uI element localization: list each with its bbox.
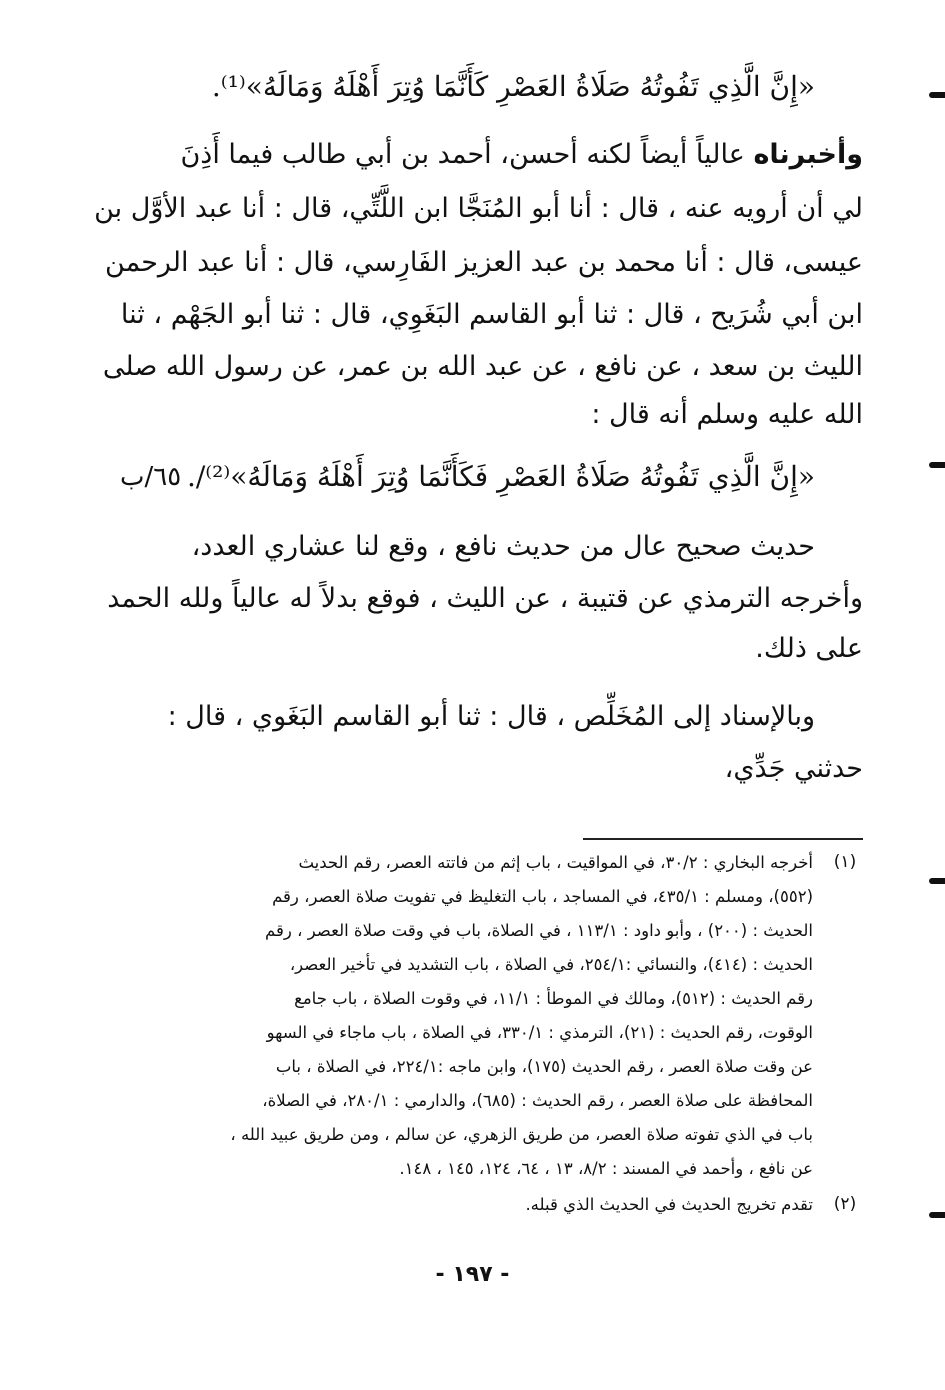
- paragraph-1-lead-word: وأخبرناه: [753, 139, 863, 170]
- footnote-1-line: (٥٥٢)، ومسلم : ٤٣٥/١، في المساجد ، باب التغليظ في تفويت صلاة العصر، رقم: [272, 887, 813, 906]
- footnote-1-line: باب في الذي تفوته صلاة العصر، من طريق الزهري، عن سالم ، ومن طريق عبيد الله ،: [230, 1125, 813, 1144]
- footnote-1-line: الحديث : (٢٠٠) ، وأبو داود : ١١٣/١ ، في الصلاة، باب في وقت صلاة العصر ، رقم: [265, 921, 813, 940]
- footnote-1-number: (١): [833, 852, 857, 872]
- paragraph-2-line-3: على ذلك.: [755, 633, 863, 664]
- paragraph-1-line-1: [103, 138, 863, 172]
- footnote-1-line: الوقوت، رقم الحديث : (٢١)، الترمذي : ٣٣٠/١، في الصلاة ، باب ماجاء في السهو: [266, 1023, 813, 1042]
- footnote-separator: [583, 838, 863, 840]
- paragraph-1-line-4: ابن أبي شُرَيح ، قال : ثنا أبو القاسم البَغَوِي، قال : ثنا أبو الجَهْم ، ثنا: [120, 299, 863, 330]
- paragraph-2-line-2: وأخرجه الترمذي عن قتيبة ، عن الليث ، فوقع بدلاً له عالياً ولله الحمد: [107, 583, 863, 614]
- hadith-text-2: «إِنَّ الَّذِي تَفُوتُهُ صَلَاةُ العَصْرِ فَكَأَنَّمَا وُتِرَ أَهْلَهُ وَمَالَهُ»⁽²⁾/.: [186, 460, 815, 493]
- footnote-1-line: الحديث : (٤١٤)، والنسائي :٢٥٤/١، في الصلاة ، باب التشديد في تأخير العصر،: [289, 955, 813, 974]
- scan-edge-mark: [929, 1212, 945, 1218]
- footnote-1-line: عن نافع ، وأحمد في المسند : ٨/٢، ١٣ ، ٦٤، ١٢٤، ١٤٥ ، ١٤٨.: [399, 1159, 813, 1178]
- scan-edge-mark: [929, 92, 945, 98]
- paragraph-1-line-2: لي أن أرويه عنه ، قال : أنا أبو المُنَجَّا ابن اللَّتِّي، قال : أنا عبد الأوَّل بن: [94, 193, 863, 224]
- footnote-2-text: تقدم تخريج الحديث في الحديث الذي قبله.: [525, 1195, 813, 1214]
- footnote-1-line: المحافظة على صلاة العصر ، رقم الحديث : (٦٨٥)، والدارمي : ٢٨٠/١، في الصلاة،: [262, 1091, 813, 1110]
- paragraph-1-line-5: الليث بن سعد ، عن نافع ، عن عبد الله بن عمر، عن رسول الله صلى: [102, 351, 863, 382]
- scan-edge-mark: [929, 878, 945, 884]
- hadith-text-1: «إِنَّ الَّذِي تَفُوتُهُ صَلَاةُ العَصْرِ كَأَنَّمَا وُتِرَ أَهْلَهُ وَمَالَهُ»⁽¹⁾.: [211, 70, 815, 103]
- paragraph-1-line-3: عيسى، قال : أنا محمد بن عبد العزيز الفَارِسي، قال : أنا عبد الرحمن: [105, 247, 863, 278]
- paragraph-3-line-2: حدثني جَدِّي،: [724, 753, 863, 784]
- footnote-1-line: رقم الحديث : (٥١٢)، ومالك في الموطأ : ١١/١، في وقوت الصلاة ، باب جامع: [294, 989, 813, 1008]
- footnote-2-number: (٢): [833, 1194, 857, 1214]
- scan-edge-mark: [929, 462, 945, 468]
- footnote-1-line: عن وقت صلاة العصر ، رقم الحديث (١٧٥)، وابن ماجه :٢٢٤/١، في الصلاة ، باب: [275, 1057, 813, 1076]
- footnote-1-line: أخرجه البخاري : ٣٠/٢، في المواقيت ، باب إثم من فاتته العصر، رقم الحديث: [298, 853, 813, 872]
- paragraph-1-line-1-text: عالياً أيضاً لكنه أحسن، أحمد بن أبي طالب فيما أَذِنَ: [180, 139, 745, 170]
- page-number: - ١٩٧ -: [435, 1262, 510, 1287]
- paragraph-2-line-1: حديث صحيح عال من حديث نافع ، وقع لنا عشاري العدد،: [191, 531, 815, 562]
- manuscript-folio-marker: ٦٥/ب: [120, 462, 182, 492]
- paragraph-1-line-6: الله عليه وسلم أنه قال :: [591, 399, 863, 430]
- paragraph-3-line-1: وبالإسناد إلى المُخَلِّص ، قال : ثنا أبو القاسم البَغَوي ، قال :: [167, 701, 815, 732]
